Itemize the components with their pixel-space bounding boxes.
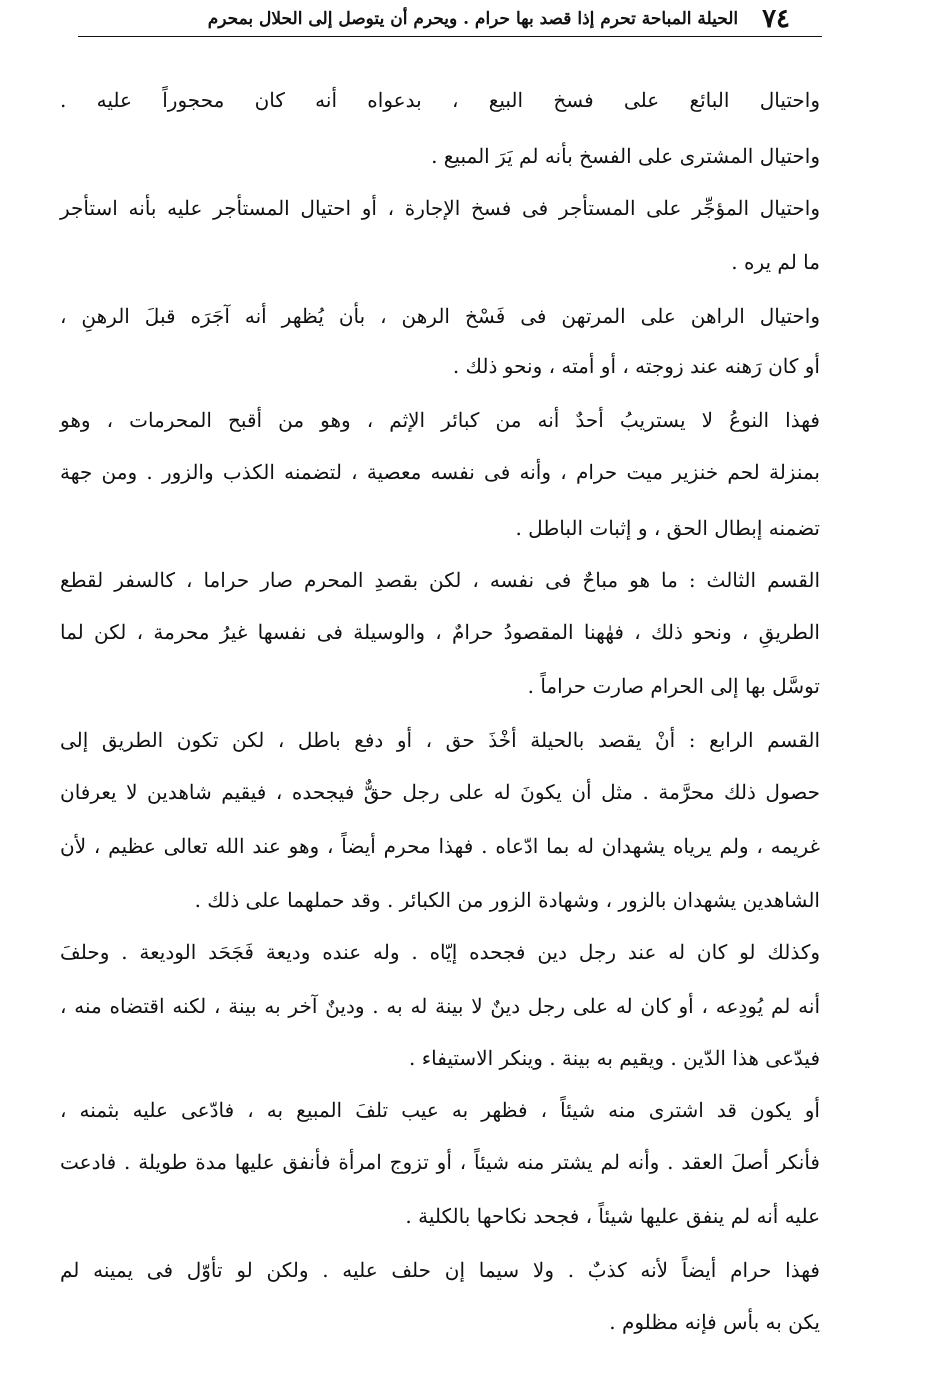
text-line: الطريقِ ، ونحو ذلك ، فهٰهنا المقصودُ حرامٌ ، والوسيلة فى نفسها غيرُ محرمة ، لكن لما <box>60 620 820 644</box>
text-line: أو كان رَهنه عند زوجته ، أو أمته ، ونحو ذلك . <box>452 354 820 378</box>
text-line: بمنزلة لحم خنزير ميت حرام ، وأنه فى نفسه معصية ، لتضمنه الكذب والزور . ومن جهة <box>60 460 820 484</box>
text-line: يكن به بأس فإنه مظلوم . <box>609 1310 820 1334</box>
text-line: عليه أنه لم ينفق عليها شيئاً ، فجحد نكاحها بالكلية . <box>405 1204 820 1228</box>
header-rule <box>78 36 822 37</box>
text-line: الشاهدين يشهدان بالزور ، وشهادة الزور من الكبائر . وقد حملهما على ذلك . <box>194 888 820 912</box>
text-line: أنه لم يُودِعه ، أو كان له على رجل دينٌ لا بينة له به . ودينٌ آخر به بينة ، لكنه اقتضاه منه ، <box>60 994 820 1018</box>
text-line: فهذا حرام أيضاً لأنه كذبٌ . ولا سيما إن حلف عليه . ولكن لو تأوّل فى يمينه لم <box>60 1258 820 1282</box>
text-line: القسم الرابع : أنْ يقصد بالحيلة أخْذَ حق ، أو دفع باطل ، لكن تكون الطريق إلى <box>60 728 820 752</box>
text-line: واحتيال المؤجِّر على المستأجر فى فسخ الإجارة ، أو احتيال المستأجر عليه بأنه استأجر <box>60 196 820 220</box>
text-line: فيدّعى هذا الدّين . ويقيم به بينة . وينكر الاستيفاء . <box>409 1046 820 1070</box>
text-line: أو يكون قد اشترى منه شيئاً ، فظهر به عيب تلفَ المبيع به ، فادّعى عليه بثمنه ، <box>60 1098 820 1122</box>
text-line: واحتيال المشترى على الفسخ بأنه لم يَرَ المبيع . <box>431 144 820 168</box>
text-line: ما لم يره . <box>731 250 820 274</box>
text-line: وكذلك لو كان له عند رجل دين فجحده إيّاه . وله عنده وديعة فَجَحَد الوديعة . وحلفَ <box>60 940 820 964</box>
text-line: توسَّل بها إلى الحرام صارت حراماً . <box>527 674 820 698</box>
text-line: حصول ذلك محرَّمة . مثل أن يكونَ له على رجل حقٌّ فيجحده ، فيقيم شاهدين لا يعرفان <box>60 780 820 804</box>
text-line: القسم الثالث : ما هو مباحٌ فى نفسه ، لكن بقصدِ المحرم صار حراما ، كالسفر لقطع <box>60 568 820 592</box>
text-line: تضمنه إبطال الحق ، و إثبات الباطل . <box>515 516 820 540</box>
text-line: واحتيال البائع على فسخ البيع ، بدعواه أنه كان محجوراً عليه . <box>60 88 820 112</box>
text-line: واحتيال الراهن على المرتهن فى فَسْخ الرهن ، بأن يُظهر أنه آجَرَه قبلَ الرهنِ ، <box>60 304 820 328</box>
page-number: ٧٤ <box>762 4 790 34</box>
text-line: فأنكر أصلَ العقد . وأنه لم يشتر منه شيئاً ، أو تزوج امرأة فأنفق عليها مدة طويلة . فادعت <box>60 1150 820 1174</box>
page-header <box>140 4 790 32</box>
running-title: الحيلة المباحة تحرم إذا قصد بها حرام . ويحرم أن يتوصل إلى الحلال بمحرم <box>207 9 739 29</box>
text-line: فهذا النوعُ لا يستريبُ أحدٌ أنه من كبائر الإثم ، وهو من أقبح المحرمات ، وهو <box>60 408 820 432</box>
text-line: غريمه ، ولم يرياه يشهدان له بما ادّعاه . فهذا محرم أيضاً ، وهو عند الله تعالى عظيم ، لأن <box>60 834 820 858</box>
